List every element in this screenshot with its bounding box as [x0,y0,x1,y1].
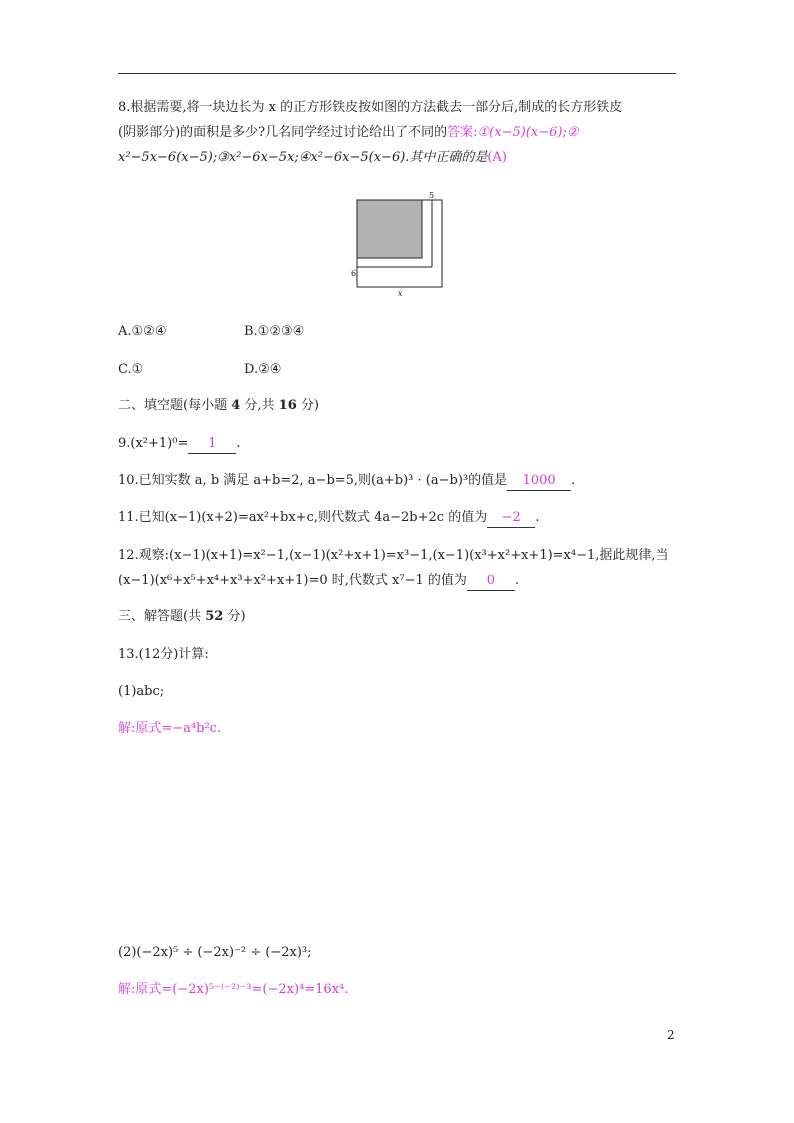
section3-heading [118,608,246,626]
section2-prefix: 二、填空题(每小题 [118,398,232,413]
option-c: C.① [118,362,144,377]
q9 [118,435,241,454]
header-rule [118,73,676,74]
q13-title: 13.(12分)计算: [118,647,209,662]
q10-text: 10.已知实数 a, b 满足 a+b=2, a−b=5,则(a+b)³ · (a−b)³的值是 [118,473,508,488]
q12-answer: 0 [467,572,515,591]
figure-label-bottom: x [398,289,403,298]
q10-end: . [571,473,576,488]
q8-line3 [118,149,507,167]
q12-line1: 12.观察:(x−1)(x+1)=x²−1,(x−1)(x²+x+1)=x³−1,(x−1)(x³+x²+x+1)=x⁴−1,据此规律,当 [118,548,669,563]
q8-answer-label: 答案: [447,125,478,140]
q12-end: . [514,573,519,588]
q8-line2 [118,124,578,142]
page-number: 2 [667,1028,675,1042]
q8-choice-1-2: ①(x−5)(x−6);② [477,125,579,140]
q8-line3-text: x²−5x−6(x−5);③x²−6x−5x;④x²−6x−5(x−6).其中正确的是 [118,150,488,165]
q13-part2: (2)(−2x)⁵ ÷ (−2x)⁻² ÷ (−2x)³; [118,945,312,960]
option-a: A.①②④ [118,324,167,339]
q8-line2-text: (阴影部分)的面积是多少?几名同学经过讨论给出了不同的 [118,125,448,140]
square-figure [350,190,450,300]
q10-answer: 1000 [507,472,571,491]
option-b: B.①②③④ [244,324,305,339]
q11-answer: −2 [487,509,535,528]
q13-part1: (1)abc; [118,684,165,699]
q11-end: . [535,510,540,525]
section3-prefix: 三、解答题(共 [118,609,206,624]
section2-suffix: 分) [296,398,319,413]
q9-end: . [236,436,241,451]
section3-suffix: 分) [223,609,246,624]
section2-mid: 分,共 [240,398,279,413]
option-d: D.②④ [244,362,282,377]
q9-text: 9.(x²+1)⁰= [118,436,189,451]
q8-line1: 8.根据需要,将一块边长为 x 的正方形铁皮按如图的方法截去一部分后,制成的长方形铁皮 [118,100,623,115]
section3-points: 52 [205,609,224,624]
q13-solution2: 解:原式=(−2x)⁵⁻⁽⁻²⁾⁻³=(−2x)⁴=16x⁴. [118,982,349,997]
section2-points-each: 4 [231,398,241,413]
figure-label-left: 6 [351,269,357,278]
figure-label-top: 5 [429,191,435,200]
q10 [118,472,575,491]
section2-heading [118,397,319,415]
q11 [118,509,539,528]
q9-answer: 1 [188,435,236,454]
q13-solution1: 解:原式=−a⁴b²c. [118,721,222,736]
q12-text: (x−1)(x⁶+x⁵+x⁴+x³+x²+x+1)=0 时,代数式 x⁷−1 的值为 [118,573,467,588]
q8-answer: (A) [487,150,507,165]
q12-line2 [118,572,519,591]
q11-text: 11.已知(x−1)(x+2)=ax²+bx+c,则代数式 4a−2b+2c 的值为 [118,510,488,525]
section2-points-total: 16 [278,398,297,413]
